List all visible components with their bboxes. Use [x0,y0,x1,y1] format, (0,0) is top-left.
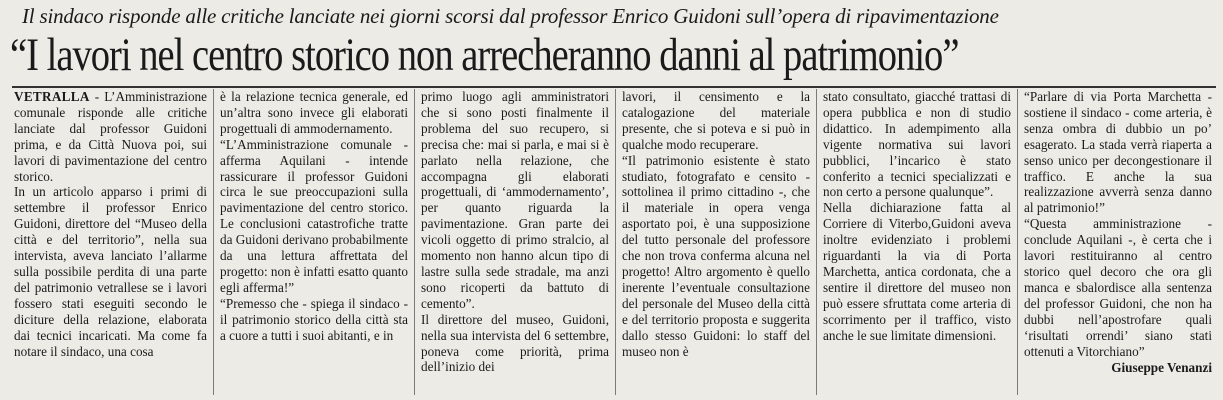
article-column-5 [816,89,1017,395]
article-column-4 [615,89,816,395]
article-body [12,89,1218,395]
article-paragraph: “Premesso che - spiega il sindaco - il patrimonio storico della città sta a cuore a tutti i suoi abitanti, e in [220,295,408,343]
dateline: VETRALLA [14,89,90,104]
article-column-3 [414,89,615,395]
article-column-2 [213,89,414,395]
article-paragraph: In un articolo apparso i primi di settembre il professor Enrico Guidoni, direttore del “Museo della città e del territorio”, nella sua intervista, aveva lanciato l’allarme sulla possibile perdita di una parte del patrimonio vetrallese se i lavori fossero stati eseguiti secondo le diciture della relazione, elaborata dai tecnici incaricati. Ma come fa notare il sindaco, una cosa [14,184,207,359]
article-paragraph: lavori, il censimento e la catalogazione del materiale presente, che si poteva e si può in qualche modo recuperare. [622,89,810,152]
article-paragraph: Il direttore del museo, Guidoni, nella sua intervista del 6 settembre, poneva come priorità, prima dell’inizio dei [421,311,609,375]
article-paragraph: “Questa amministrazione - conclude Aquilani -, è certa che i lavori restituiranno al centro storico quel decoro che ora gli manca e sbalordisce alla sentenza del professor Guidoni, che non ha dubbi nell’apostrofare quali ‘risultati orrendi’ siano stati ottenuti a Vitorchiano” [1024,216,1212,359]
article-paragraph: “Parlare di via Porta Marchetta - sostiene il sindaco - come arteria, è senza ombra di dubbio un po’ esagerato. La stada verrà riaperta a senso unico per decongestionare il traffico. E anche la sua realizzazione avverrà senza danno al patrimonio!” [1024,89,1212,216]
article-kicker: Il sindaco risponde alle critiche lanciate nei giorni scorsi dal professor Enrico Guidoni sull’opera di ripavimentazione [22,4,999,28]
article-paragraph: stato consultato, giacché trattasi di opera pubblica e non di studio didattico. In adempimento alla vigente normativa sui lavori pubblici, l’incarico è stato conferito a tecnici specializzati e non certo a persone qualunque”. [823,89,1011,200]
article-column-6 [1017,89,1218,395]
article-paragraph: Nella dichiarazione fatta al Corriere di Viterbo,Guidoni aveva inoltre evidenziato i problemi riguardanti la via di Porta Marchetta, antica cordonata, che a sentire il direttore del museo non può essere sfruttata come arteria di scorrimento per il traffico, visto anche le sue limitate dimensioni. [823,200,1011,343]
article-column-1 [12,89,213,395]
article-paragraph: “Il patrimonio esistente è stato studiato, fotografato e censito - sottolinea il primo cittadino -, che il materiale in opera venga asportato poi, è una supposizione del tutto personale del professore che non trova conferma alcuna nel progetto! Altro argomento è quello inerente l’eventuale consultazione del personale del Museo della città e del territorio proposta e suggerita dallo stesso Guidoni: lo staff del museo non è [622,152,810,359]
article-headline: “I lavori nel centro storico non arrecheranno danni al patrimonio” [10,29,959,81]
article-paragraph: “L’Amministrazione comunale - afferma Aquilani - intende rassicurare il professor Guidoni circa le sue preoccupazioni sulla pavimentazione del centro storico. Le conclusioni catastrofiche tratte da Guidoni derivano probabilmente da una lettura affrettata del progetto: non è infatti esatto quanto egli afferma!” [220,136,408,295]
article-paragraph [14,89,207,184]
article-paragraph: è la relazione tecnica generale, ed un’altra sono invece gli elaborati progettuali di ammodernamento. [220,89,408,136]
author-signature: Giuseppe Venanzi [1111,360,1212,376]
paragraph-text: - L’Amministrazione comunale risponde alle critiche lanciate dal professor Guidoni prima, e da Città Nuova poi, sui lavori di pavimentazione del centro storico. [14,89,207,184]
article-paragraph: primo luogo agli amministratori che si sono posti finalmente il problema del suo recupero, si precisa che: mai si parla, e mai si è parlato nella relazione, che accompagna gli elaborati progettuali, di ‘ammodernamento’, per quanto riguarda la pavimentazione. Gran parte dei vicoli oggetto di primo stralcio, al momento non hanno alcun tipo di lastre sulla sede stradale, ma anzi sono ricoperti da battuto di cemento”. [421,89,609,311]
headline-rule [12,86,1216,88]
